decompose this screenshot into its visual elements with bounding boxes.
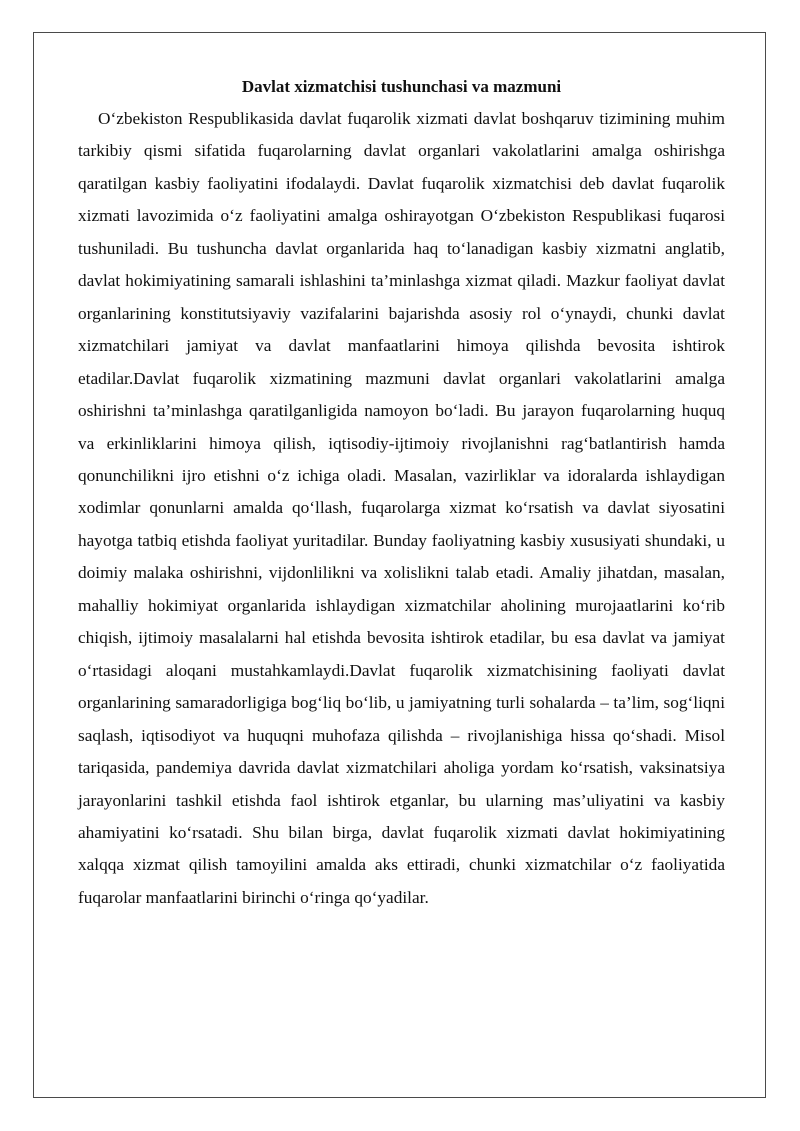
document-content: [78, 74, 725, 914]
document-title: Davlat xizmatchisi tushunchasi va mazmuni: [241, 77, 562, 96]
document-paragraph: O‘zbekiston Respublikasida davlat fuqarolik xizmati davlat boshqaruv tizimining muhim tarkibiy qismi sifatida fuqarolarning davlat organlari vakolatlarini amalga oshirishga qaratilgan kasbiy faoliyatini ifodalaydi. Davlat fuqarolik xizmatchisi deb davlat fuqarolik xizmati lavozimida o‘z faoliyatini amalga oshirayotgan O‘zbekiston Respublikasi fuqarosi tushuniladi. Bu tushuncha davlat organlarida haq to‘lanadigan kasbiy xizmatni anglatib, davlat hokimiyatining samarali ishlashini ta’minlashga xizmat qiladi. Mazkur faoliyat davlat organlarining konstitutsiyaviy vazifalarini bajarishda asosiy rol o‘ynaydi, chunki davlat xizmatchilari jamiyat va davlat manfaatlarini himoya qilishda bevosita ishtirok etadilar.Davlat fuqarolik xizmatining mazmuni davlat organlari vakolatlarini amalga oshirishni ta’minlashga qaratilganligida namoyon bo‘ladi. Bu jarayon fuqarolarning huquq va erkinliklarini himoya qilish, iqtisodiy-ijtimoiy rivojlanishni rag‘batlantirish hamda qonunchilikni ijro etishni o‘z ichiga oladi. Masalan, vazirliklar va idoralarda ishlaydigan xodimlar qonunlarni amalda qo‘llash, fuqarolarga xizmat ko‘rsatish va davlat siyosatini hayotga tatbiq etishda faoliyat yuritadilar. Bunday faoliyatning kasbiy xususiyati shundaki, u doimiy malaka oshirishni, vijdonlilikni va xolislikni talab etadi. Amaliy jihatdan, masalan, mahalliy hokimiyat organlarida ishlaydigan xizmatchilar aholining murojaatlarini ko‘rib chiqish, ijtimoiy masalalarni hal etishda bevosita ishtirok etadilar, bu esa davlat va jamiyat o‘rtasidagi aloqani mustahkamlaydi.Davlat fuqarolik xizmatchisining faoliyati davlat organlarining samaradorligiga bog‘liq bo‘lib, u jamiyatning turli sohalarda – ta’lim, sog‘liqni saqlash, iqtisodiyot va huquqni muhofaza qilishda – rivojlanishiga hissa qo‘shadi. Misol tariqasida, pandemiya davrida davlat xizmatchilari aholiga yordam ko‘rsatish, vaksinatsiya jarayonlarini tashkil etishda faol ishtirok etganlar, bu ularning mas’uliyatini va kasbiy ahamiyatini ko‘rsatadi. Shu bilan birga, davlat fuqarolik xizmati davlat hokimiyatining xalqqa xizmat qilish tamoyilini amalda aks ettiradi, chunki xizmatchilar o‘z faoliyatida fuqarolar manfaatlarini birinchi o‘ringa qo‘yadilar.: [78, 109, 725, 907]
